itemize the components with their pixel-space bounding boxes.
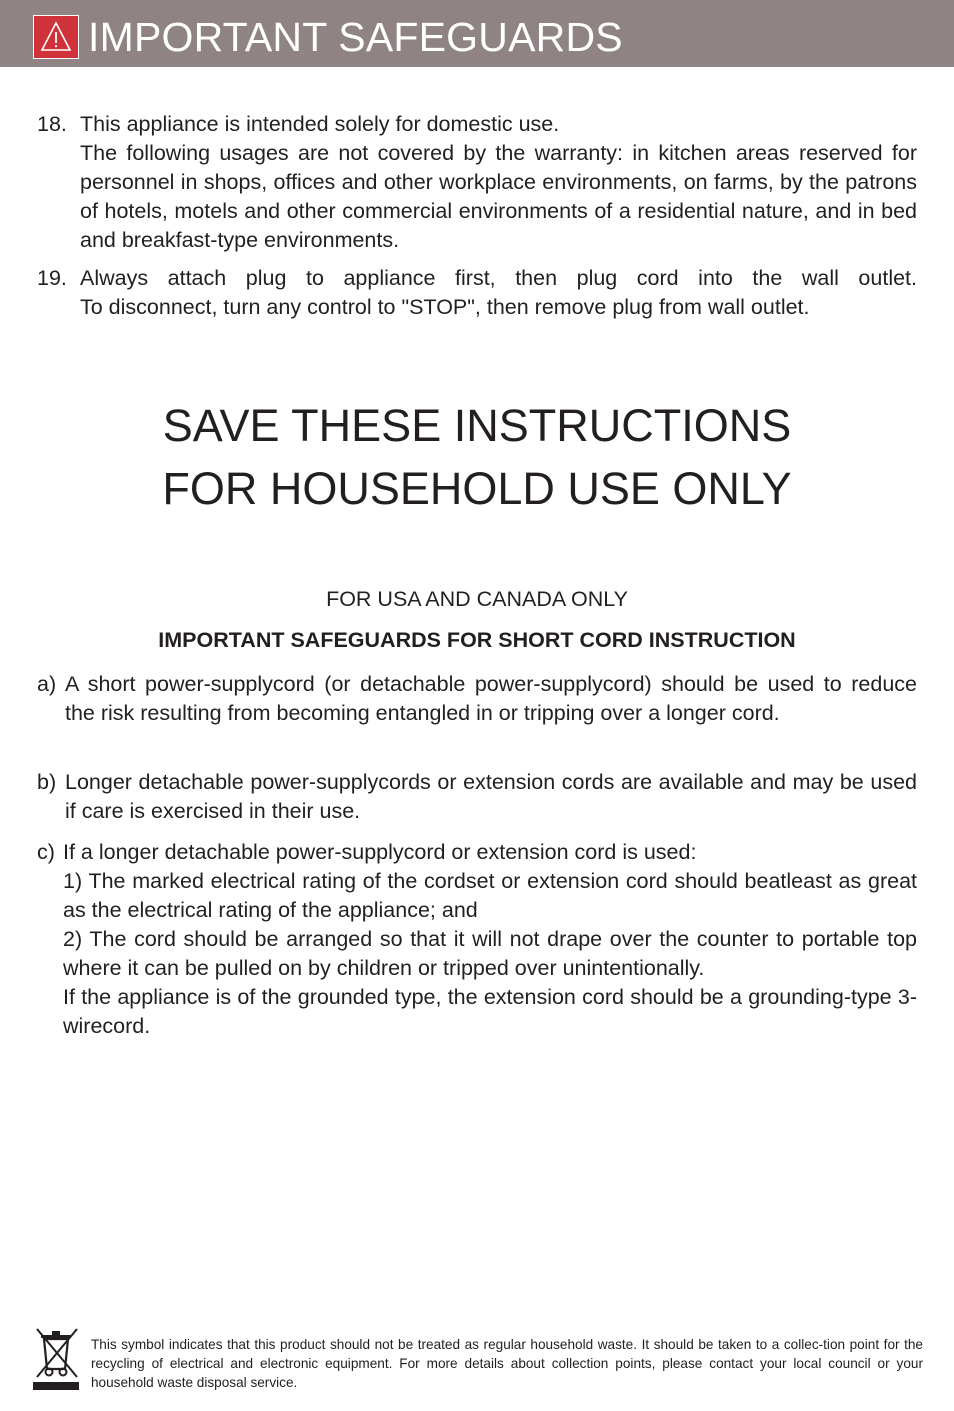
- item-text: If the appliance is of the grounded type, the extension cord should be a grounding-type 3-wirecord.: [63, 985, 917, 1038]
- short-cord-heading: IMPORTANT SAFEGUARDS FOR SHORT CORD INSTRUCTION: [158, 628, 796, 652]
- item-text: 1) The marked electrical rating of the cordset or extension cord should beatleast as great as the electrical rating of the appliance; and: [63, 869, 917, 922]
- item-label: b): [37, 770, 57, 794]
- cord-item-a: [37, 670, 917, 728]
- item-text: This appliance is intended solely for domestic use.: [80, 112, 560, 136]
- cord-item-c: [37, 838, 917, 1041]
- item-text: 2) The cord should be arranged so that it will not drape over the counter to portable top where it can be pulled on by children or tripped over unintentionally.: [63, 927, 917, 980]
- list-item-18: [37, 110, 917, 255]
- item-number: 19.: [37, 266, 67, 290]
- item-number: 18.: [37, 112, 67, 136]
- item-text: Always attach plug to appliance first, then plug cord into the wall outlet.: [80, 266, 917, 290]
- item-label: c): [37, 840, 55, 864]
- item-text: A short power-supplycord (or detachable power-supplycord) should be used to reduce the risk resulting from becoming entangled in or tripping over a longer cord.: [65, 672, 917, 725]
- header-bar: [0, 0, 954, 67]
- region-note: FOR USA AND CANADA ONLY: [326, 587, 628, 611]
- household-use-heading: FOR HOUSEHOLD USE ONLY: [162, 463, 792, 514]
- item-text: The following usages are not covered by the warranty: in kitchen areas reserved for personnel in shops, offices and other workplace environments, on farms, by the patrons of hotels, motels and other commercial environments of a residential nature, and in bed and breakfast-type environments.: [80, 141, 917, 252]
- crossed-out-wheelie-bin-icon: [31, 1326, 81, 1392]
- item-text: To disconnect, turn any control to "STOP", then remove plug from wall outlet.: [80, 295, 810, 319]
- item-text: If a longer detachable power-supplycord or extension cord is used:: [63, 840, 697, 864]
- item-text: Longer detachable power-supplycords or extension cords are available and may be used if care is exercised in their use.: [65, 770, 917, 823]
- warning-triangle-icon: [33, 15, 79, 59]
- item-label: a): [37, 672, 57, 696]
- weee-disposal-note: This symbol indicates that this product should not be treated as regular household waste. It should be taken to a collec-tion point for the recycling of electrical and electronic equipment. For more details about collection points, please contact your local council or your household waste disposal service.: [91, 1337, 923, 1390]
- page-title: IMPORTANT SAFEGUARDS: [88, 14, 623, 60]
- save-instructions-heading: SAVE THESE INSTRUCTIONS: [162, 400, 792, 451]
- cord-item-b: [37, 768, 917, 826]
- list-item-19: [37, 264, 917, 322]
